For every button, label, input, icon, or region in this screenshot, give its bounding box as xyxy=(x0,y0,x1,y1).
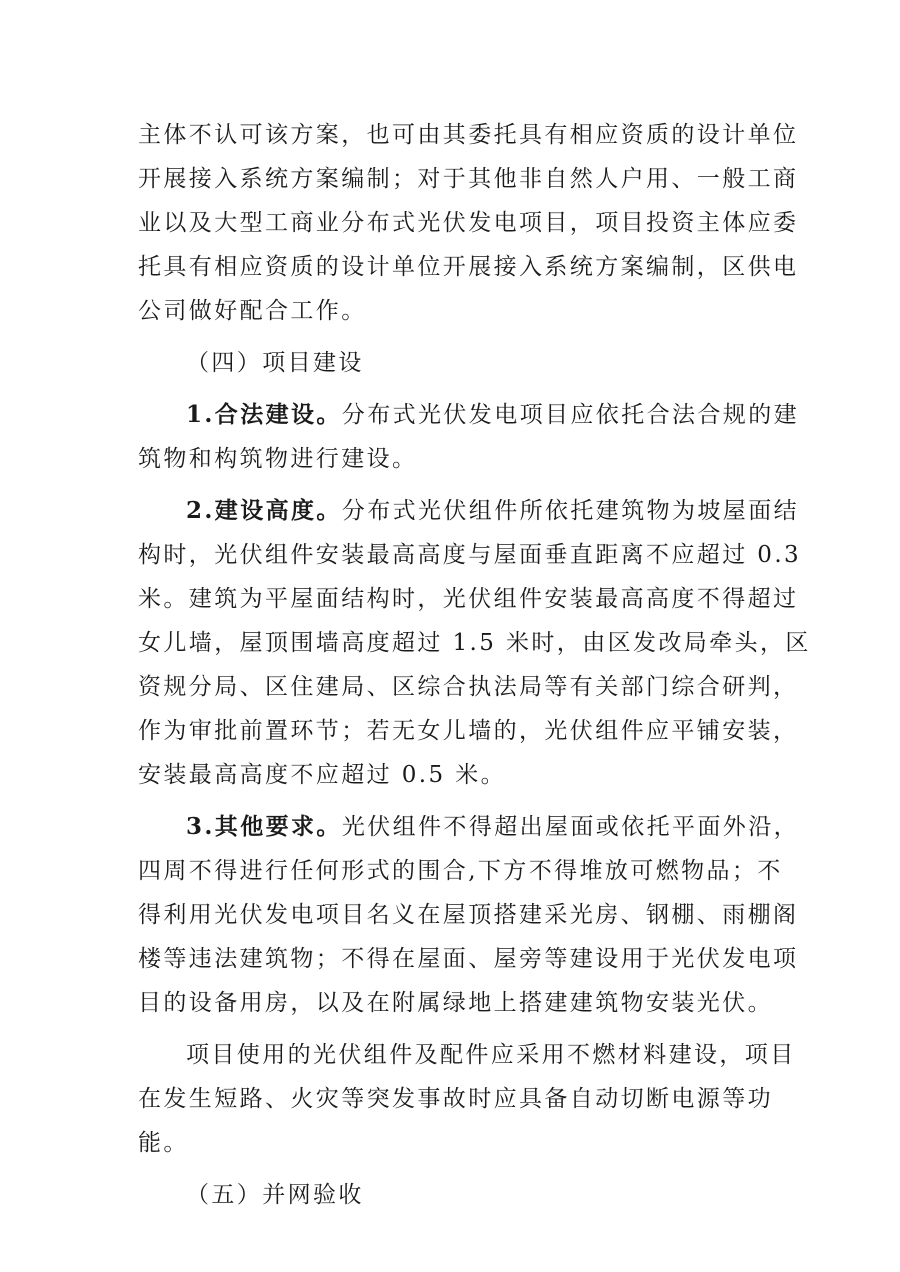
section-heading-project-construction: （四）项目建设 xyxy=(186,350,364,376)
item-title: 3.其他要求。 xyxy=(186,813,342,840)
text-line: 四周不得进行任何形式的围合,下方不得堆放可燃物品；不 xyxy=(138,858,783,884)
text-line xyxy=(138,805,800,849)
text-line xyxy=(138,393,800,437)
item-legal-construction xyxy=(138,393,800,481)
text-line: 在发生短路、火灾等突发事故时应具备自动切断电源等功 xyxy=(138,1086,773,1112)
item-text: 分布式光伏组件所依托建筑物为坡屋面结 xyxy=(341,498,800,524)
document-body xyxy=(138,113,811,1217)
text-line: 资规分局、区住建局、区综合执法局等有关部门综合研判， xyxy=(138,674,799,700)
text-line: 业以及大型工商业分布式光伏发电项目，项目投资主体应委 xyxy=(138,210,799,236)
text-line: 目的设备用房，以及在附属绿地上搭建建筑物安装光伏。 xyxy=(138,990,773,1016)
text-line: 筑物和构筑物进行建设。 xyxy=(138,446,418,472)
text-line: 托具有相应资质的设计单位开展接入系统方案编制，区供电 xyxy=(138,254,799,280)
text-line: 能。 xyxy=(138,1130,189,1156)
text-line: 楼等违法建筑物；不得在屋面、屋旁等建设用于光伏发电项 xyxy=(138,946,799,972)
item-title: 2.建设高度。 xyxy=(186,497,342,524)
text-line xyxy=(138,489,800,533)
text-line: 米。建筑为平屋面结构时，光伏组件安装最高高度不得超过 xyxy=(138,586,799,612)
text-line: 公司做好配合工作。 xyxy=(138,298,367,324)
text-line: 开展接入系统方案编制；对于其他非自然人户用、一般工商 xyxy=(138,166,799,192)
item-text: 光伏组件不得超出屋面或依托平面外沿， xyxy=(341,814,800,840)
text-line: 得利用光伏发电项目名义在屋顶搭建采光房、钢棚、雨棚阁 xyxy=(138,902,799,928)
paragraph-fire-safety xyxy=(138,1033,796,1165)
text-line: 安装最高高度不应超过 0.5 米。 xyxy=(138,762,506,788)
text-line: 女儿墙，屋顶围墙高度超过 1.5 米时，由区发改局牵头，区 xyxy=(138,630,811,656)
item-construction-height xyxy=(138,489,811,797)
section-heading-grid-acceptance: （五）并网验收 xyxy=(186,1182,364,1208)
text-line: 作为审批前置环节；若无女儿墙的，光伏组件应平铺安装， xyxy=(138,718,799,744)
paragraph-grid-access-plan xyxy=(138,113,799,333)
item-text: 分布式光伏发电项目应依托合法合规的建 xyxy=(341,402,800,428)
text-line: 项目使用的光伏组件及配件应采用不燃材料建设，项目 xyxy=(186,1042,796,1068)
item-other-requirements xyxy=(138,805,800,1025)
item-title: 1.合法建设。 xyxy=(186,401,342,428)
text-line: 主体不认可该方案，也可由其委托具有相应资质的设计单位 xyxy=(138,122,799,148)
text-line: 构时，光伏组件安装最高高度与屋面垂直距离不应超过 0.3 xyxy=(138,542,802,568)
